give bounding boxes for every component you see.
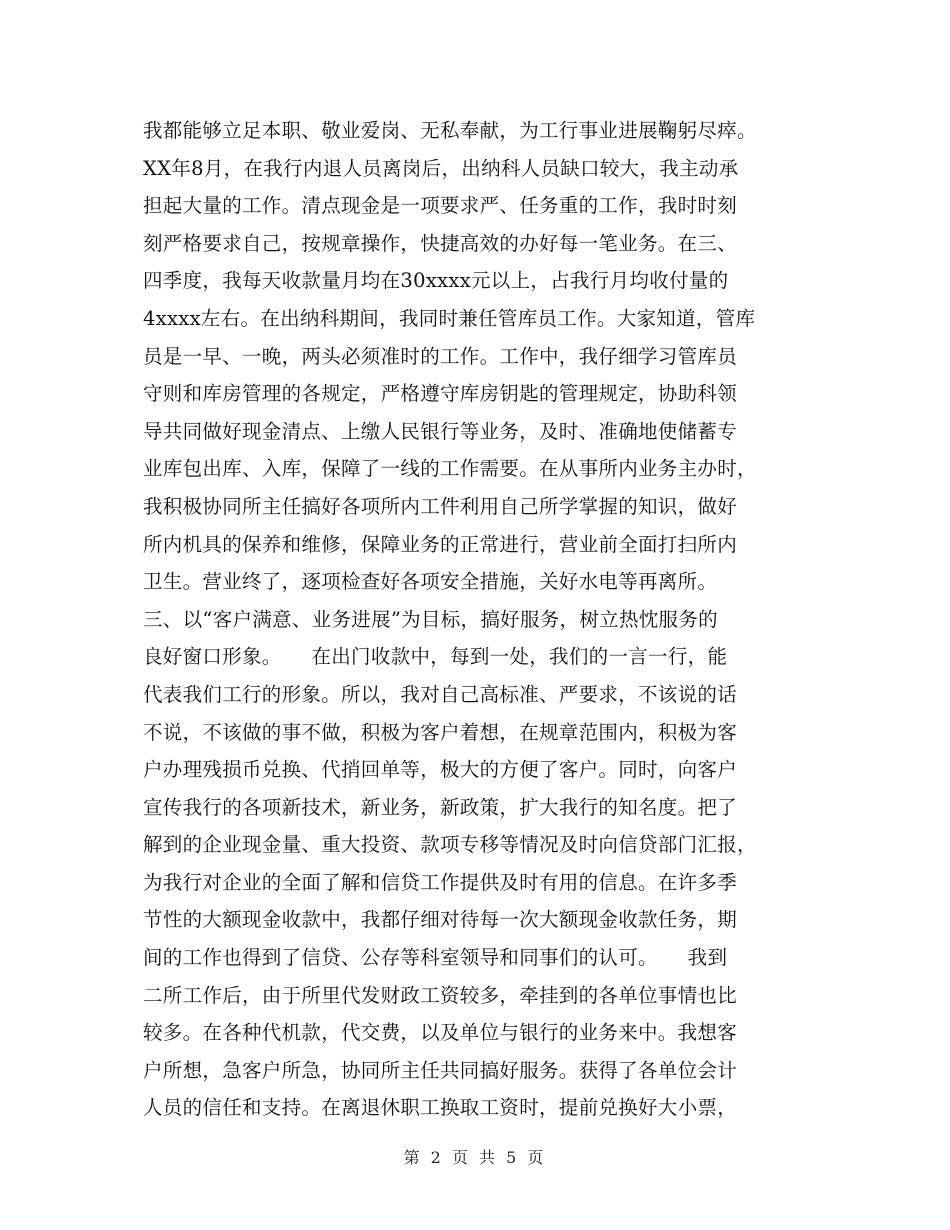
text-line: 良好窗口形象。 在出门收款中，每到一处，我们的一言一行，能 (143, 645, 728, 669)
text-line: 员是一早、一晚，两头必须准时的工作。工作中，我仔细学习管库员 (143, 344, 738, 368)
text-line: 户所想，急客户所急，协同所主任共同搞好服务。获得了各单位会计 (143, 1058, 738, 1082)
text-line: 卫生。营业终了，逐项检查好各项安全措施，关好水电等再离所。 (143, 570, 718, 594)
text-line: 人员的信任和支持。在离退休职工换取工资时，提前兑换好大小票， (143, 1096, 738, 1120)
text-line: 四季度，我每天收款量月均在30xxxx元以上，占我行月均收付量的 (143, 269, 729, 293)
text-line: 守则和库房管理的各规定，严格遵守库房钥匙的管理规定，协助科领 (143, 382, 738, 406)
text-line: 解到的企业现金量、重大投资、款项专移等情况及时向信贷部门汇报， (143, 833, 757, 857)
text-line: 担起大量的工作。清点现金是一项要求严、任务重的工作，我时时刻 (143, 194, 738, 218)
text-line: XX年8月，在我行内退人员离岗后，出纳科人员缺口较大，我主动承 (143, 156, 739, 180)
text-line: 4xxxx左右。在出纳科期间，我同时兼任管库员工作。大家知道，管库 (143, 306, 756, 330)
text-line: 代表我们工行的形象。所以，我对自己高标准、严要求，不该说的话 (143, 682, 738, 706)
text-line: 节性的大额现金收款中，我都仔细对待每一次大额现金收款任务，期 (143, 908, 738, 932)
text-line: 我积极协同所主任搞好各项所内工件利用自己所学掌握的知识，做好 (143, 494, 738, 518)
body-text (143, 112, 813, 1127)
text-line: 较多。在各种代机款，代交费，以及单位与银行的业务来中。我想客 (143, 1021, 738, 1045)
text-line: 刻严格要求自己，按规章操作，快捷高效的办好每一笔业务。在三、 (143, 231, 738, 255)
text-line: 三、以“客户满意、业务进展”为目标，搞好服务，树立热忱服务的 (143, 607, 718, 631)
text-line: 业库包出库、入库，保障了一线的工作需要。在从事所内业务主办时， (143, 457, 757, 481)
text-line: 所内机具的保养和维修，保障业务的正常进行，营业前全面打扫所内 (143, 532, 738, 556)
text-line: 为我行对企业的全面了解和信贷工作提供及时有用的信息。在许多季 (143, 870, 738, 894)
text-line: 我都能够立足本职、敬业爱岗、无私奉献，为工行事业进展鞠躬尽瘁。 (143, 119, 757, 142)
page-footer: 第 2 页 共 5 页 (403, 1148, 547, 1167)
text-line: 二所工作后，由于所里代发财政工资较多，牵挂到的各单位事情也比 (143, 983, 738, 1007)
text-line: 宣传我行的各项新技术，新业务，新政策，扩大我行的知名度。把了 (143, 795, 738, 819)
text-line: 间的工作也得到了信贷、公存等科室领导和同事们的认可。 我到 (143, 946, 728, 970)
text-line: 导共同做好现金清点、上缴人民银行等业务，及时、准确地使储蓄专 (143, 419, 738, 443)
text-line: 不说，不该做的事不做，积极为客户着想，在规章范围内，积极为客 (143, 720, 738, 744)
text-line: 户办理残损币兑换、代捎回单等，极大的方便了客户。同时，向客户 (143, 758, 738, 782)
